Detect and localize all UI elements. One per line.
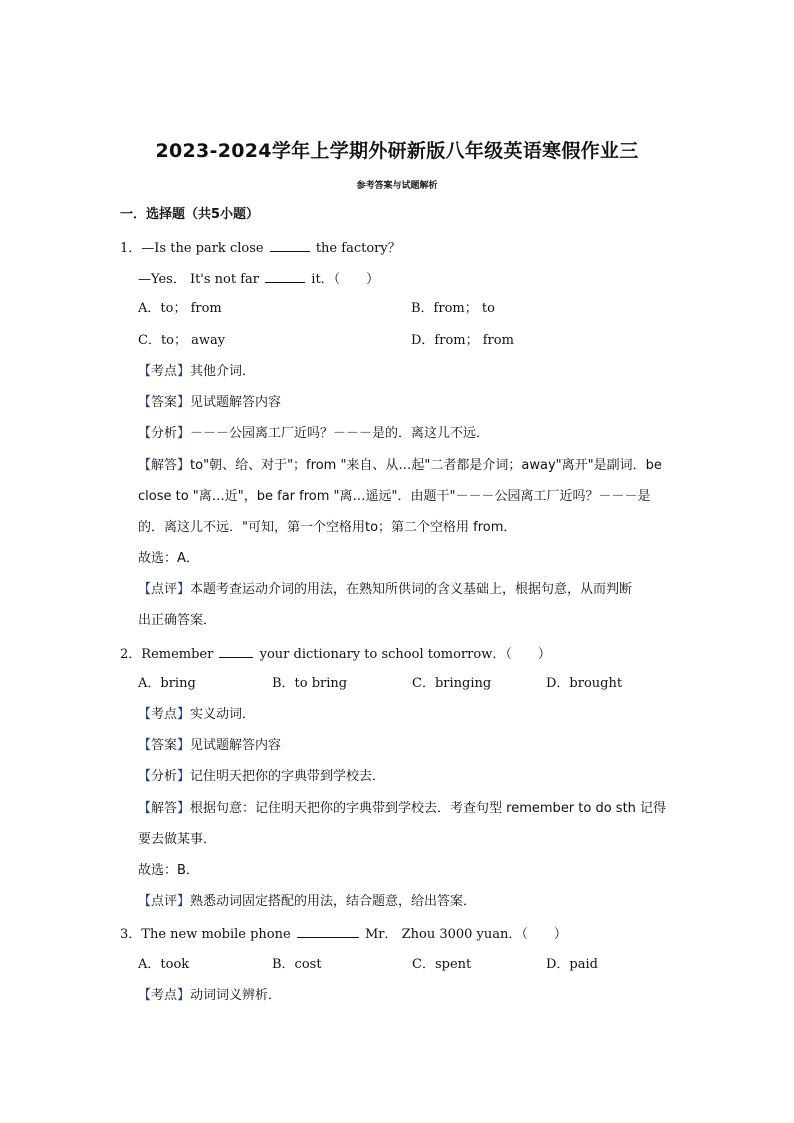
q2-daan-text: 见试题解答内容	[190, 738, 282, 753]
q2-option-b: B．to bring	[272, 676, 348, 691]
q1-stem-line-2	[138, 268, 379, 290]
q1-stem	[120, 237, 401, 259]
q1-jieda: 【解答】to"朝、给、对于"；from "来自、从…起"二者都是介词；away"离开"是副词．be	[138, 458, 662, 473]
q1-option-d: D．from； from	[411, 333, 514, 348]
q3-blank	[297, 923, 359, 938]
q2-jieda-line-2: 要去做某事．	[138, 832, 217, 847]
q1-dianping-line-1: 本题考查运动介词的用法，在熟知所供词的含义基础上，根据句意，从而判断	[190, 582, 633, 597]
q1-option-c: C．to； away	[138, 333, 226, 348]
q2-dianping: 【点评】熟悉动词固定搭配的用法，结合题意，给出答案．	[138, 894, 477, 909]
q3-number: 3．	[120, 927, 142, 942]
q2-dianping-text: 熟悉动词固定搭配的用法，结合题意，给出答案．	[190, 894, 477, 909]
q2-kaodian-text: 实义动词．	[190, 707, 256, 722]
document-title: 2023-2024学年上学期外研新版八年级英语寒假作业三	[155, 140, 639, 162]
q2-jieda-line-1: 根据句意：记住明天把你的字典带到学校去．考查句型 remember to do sth 记得	[190, 801, 667, 816]
q1-stem-part-a: —Is the park close	[141, 241, 268, 256]
q1-option-b: B．from； to	[411, 301, 495, 316]
daan-label: 答案	[151, 395, 178, 410]
q2-jieda: 【解答】根据句意：记住明天把你的字典带到学校去．考查句型 remember to do sth 记得	[138, 801, 667, 816]
q3-stem-part-a: The new mobile phone	[141, 927, 295, 942]
q3-option-d: D．paid	[546, 957, 598, 972]
q1-line2-part-a: —Yes． It's not far	[138, 272, 264, 287]
q2-fenxi: 【分析】记住明天把你的字典带到学校去．	[138, 769, 386, 784]
section-heading: 一．选择题（共5小题）	[120, 207, 260, 222]
q2-blank	[219, 643, 253, 658]
q1-dianping: 【点评】本题考查运动介词的用法，在熟知所供词的含义基础上，根据句意，从而判断	[138, 582, 633, 597]
q2-kaodian: 【考点】实义动词．	[138, 707, 256, 722]
q1-answer: 故选：A．	[138, 551, 199, 566]
q3-option-a: A．took	[138, 957, 190, 972]
q3-option-c: C．spent	[412, 957, 472, 972]
q2-stem-part-a: Remember	[141, 647, 218, 662]
q1-fenxi: 【分析】－－－公园离工厂近吗？－－－是的．离这儿不远．	[138, 426, 490, 441]
document-subtitle: 参考答案与试题解析	[356, 181, 438, 191]
q3-stem-part-b: Mr． Zhou 3000 yuan．（ ）	[360, 927, 567, 942]
q2-stem	[120, 643, 551, 665]
fenxi-label: 分析	[151, 426, 178, 441]
q2-option-d: D．brought	[546, 676, 623, 691]
dianping-label: 点评	[151, 582, 178, 597]
q1-kaodian-text: 其他介词．	[190, 364, 256, 379]
q2-fenxi-text: 记住明天把你的字典带到学校去．	[190, 769, 386, 784]
q3-option-b: B．cost	[272, 957, 322, 972]
q3-kaodian-text: 动词词义辨析．	[190, 988, 282, 1003]
q1-stem-part-b: the factory？	[311, 241, 401, 256]
q1-number: 1．	[120, 241, 142, 256]
q2-daan: 【答案】见试题解答内容	[138, 738, 282, 753]
jieda-label: 解答	[151, 458, 178, 473]
q1-line2-part-b: it．（ ）	[307, 272, 380, 287]
q3-stem	[120, 923, 567, 945]
q2-stem-part-b: your dictionary to school tomorrow．（ ）	[255, 647, 551, 662]
q1-daan: 【答案】见试题解答内容	[138, 395, 282, 410]
q1-jieda-line-3: 的．离这儿不远．"可知，第一个空格用to；第二个空格用 from．	[138, 520, 517, 535]
q1-fenxi-text: －－－公园离工厂近吗？－－－是的．离这儿不远．	[190, 426, 490, 441]
q1-jieda-line-1: to"朝、给、对于"；from "来自、从…起"二者都是介词；away"离开"是副词．be	[190, 458, 662, 473]
q1-kaodian: 【考点】其他介词．	[138, 364, 256, 379]
q1-daan-text: 见试题解答内容	[190, 395, 282, 410]
kaodian-label: 考点	[151, 364, 178, 379]
q2-number: 2．	[120, 647, 142, 662]
q2-option-c: C．bringing	[412, 676, 492, 691]
q1-dianping-line-2: 出正确答案．	[138, 613, 217, 628]
q3-kaodian: 【考点】动词词义辨析．	[138, 988, 282, 1003]
q1-blank-2	[265, 268, 305, 283]
q2-answer: 故选：B．	[138, 863, 199, 878]
q1-blank-1	[270, 237, 310, 252]
q2-option-a: A．bring	[138, 676, 196, 691]
q1-jieda-line-2: close to "离…近"，be far from "离…遥远"．由题干"－－－公园离工厂近吗？－－－是	[138, 489, 651, 504]
q1-option-a: A．to； from	[138, 301, 222, 316]
